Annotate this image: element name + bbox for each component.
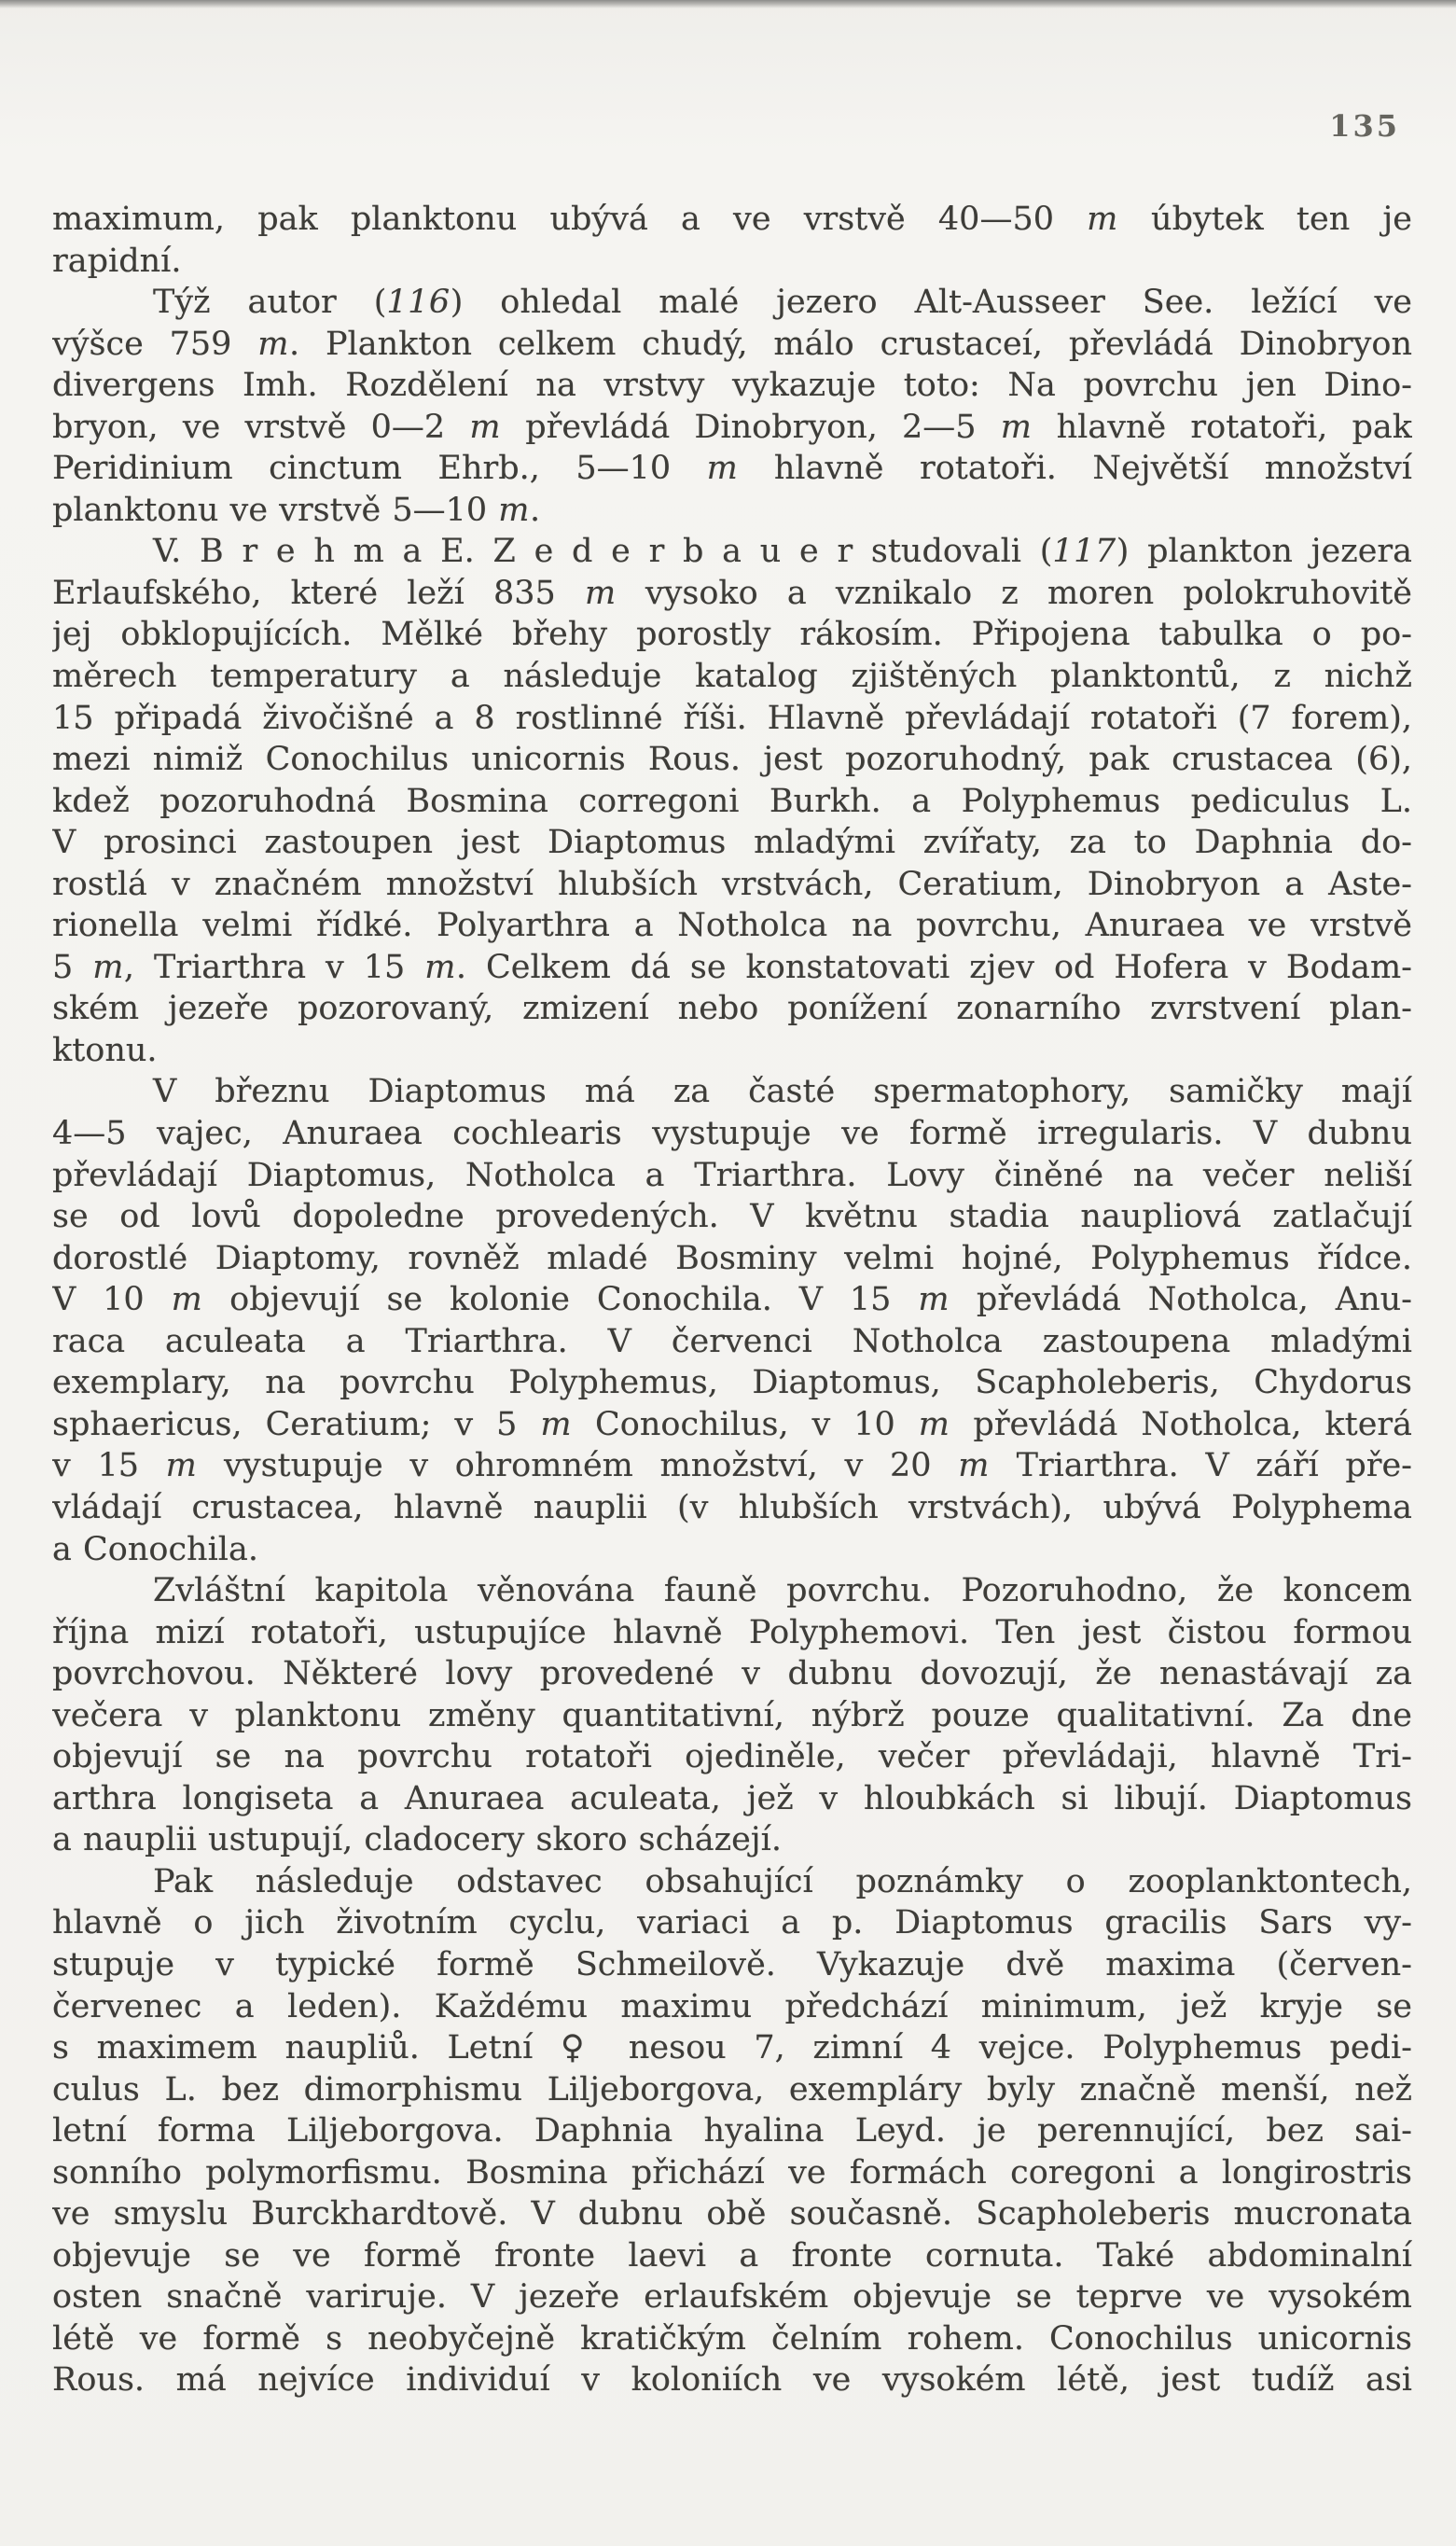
- text-line: rostlá v značném množství hlubších vrstvách, Ceratium, Dinobryon a Aste-: [52, 865, 1412, 903]
- paragraph: [52, 1570, 1412, 1861]
- text-line: exemplary, na povrchu Polyphemus, Diaptomus, Scapholeberis, Chydorus: [52, 1364, 1412, 1402]
- text-line: Týž autor (116) ohledal malé jezero Alt-Ausseer See. ležící ve: [153, 284, 1412, 322]
- page-number: 135: [1329, 108, 1400, 144]
- text-line: a Conochila.: [52, 1530, 258, 1568]
- text-line: dorostlé Diaptomy, rovněž mladé Bosminy velmi hojné, Polyphemus řídce.: [52, 1239, 1412, 1277]
- text-block: [52, 199, 1412, 2401]
- text-line: červenec a leden). Každému maximu předchází minimum, jež kryje se: [52, 1987, 1412, 2025]
- paragraph: [52, 199, 1412, 282]
- scan-top-edge-shadow: [0, 0, 1456, 8]
- text-line: a nauplii ustupují, cladocery skoro scházejí.: [52, 1821, 782, 1859]
- text-line: měrech temperatury a následuje katalog zjištěných planktontů, z nichž: [52, 658, 1412, 696]
- text-line: Zvláštní kapitola věnována fauně povrchu. Pozoruhodno, že koncem: [153, 1572, 1412, 1610]
- text-line: V 10 m objevují se kolonie Conochila. V 15 m převládá Notholca, Anu-: [52, 1281, 1412, 1319]
- text-line: rionella velmi řídké. Polyarthra a Notholca na povrchu, Anuraea ve vrstvě: [52, 907, 1412, 945]
- text-line: raca aculeata a Triarthra. V červenci Notholca zastoupena mladými: [52, 1322, 1412, 1360]
- text-line: mezi nimiž Conochilus unicornis Rous. jest pozoruhodný, pak crustacea (6),: [52, 741, 1412, 779]
- text-line: planktonu ve vrstvě 5—10 m.: [52, 491, 541, 529]
- paragraph: [52, 1071, 1412, 1570]
- text-line: sphaericus, Ceratium; v 5 m Conochilus, v 10 m převládá Notholca, která: [52, 1405, 1412, 1443]
- text-line: maximum, pak planktonu ubývá a ve vrstvě 40—50 m úbytek ten je: [52, 201, 1412, 238]
- text-line: letní forma Liljeborgova. Daphnia hyalina Leyd. je perennující, bez sai-: [52, 2112, 1412, 2150]
- text-line: ve smyslu Burckhardtově. V dubnu obě současně. Scapholeberis mucronata: [52, 2195, 1412, 2233]
- text-line: výšce 759 m. Plankton celkem chudý, málo crustaceí, převládá Dinobryon: [52, 325, 1412, 363]
- text-line: objevují se na povrchu rotatoři ojediněle, večer převládaji, hlavně Tri-: [52, 1738, 1412, 1776]
- text-line: vládají crustacea, hlavně nauplii (v hlubších vrstvách), ubývá Polyphema: [52, 1488, 1412, 1526]
- text-line: V prosinci zastoupen jest Diaptomus mladými zvířaty, za to Daphnia do-: [52, 824, 1412, 862]
- text-line: 5 m, Triarthra v 15 m. Celkem dá se konstatovati zjev od Hofera v Bodam-: [52, 948, 1412, 986]
- text-line: culus L. bez dimorphismu Liljeborgova, exempláry byly značně menší, než: [52, 2070, 1412, 2108]
- text-line: se od lovů dopoledne provedených. V květnu stadia naupliová zatlačují: [52, 1198, 1412, 1236]
- paragraph: [52, 531, 1412, 1071]
- text-line: arthra longiseta a Anuraea aculeata, jež v hloubkách si libují. Diaptomus: [52, 1779, 1412, 1817]
- text-line: jej obklopujících. Mělké břehy porostly rákosím. Připojena tabulka o po-: [52, 616, 1412, 654]
- text-line: hlavně o jich životním cyclu, variaci a p. Diaptomus gracilis Sars vy-: [52, 1904, 1412, 1942]
- text-line: ském jezeře pozorovaný, zmizení nebo ponížení zonarního zvrstvení plan-: [52, 990, 1412, 1028]
- text-line: V březnu Diaptomus má za časté spermatophory, samičky mají: [153, 1073, 1412, 1111]
- paragraph: [52, 1861, 1412, 2401]
- text-line: rapidní.: [52, 242, 182, 280]
- text-line: 4—5 vajec, Anuraea cochlearis vystupuje ve formě irregularis. V dubnu: [52, 1115, 1412, 1153]
- text-line: kdež pozoruhodná Bosmina corregoni Burkh. a Polyphemus pediculus L.: [52, 782, 1412, 820]
- text-line: osten snačně variruje. V jezeře erlaufském objevuje se teprve ve vysokém: [52, 2278, 1412, 2316]
- text-line: létě ve formě s neobyčejně kratičkým čelním rohem. Conochilus unicornis: [52, 2319, 1412, 2358]
- text-line: bryon, ve vrstvě 0—2 m převládá Dinobryon, 2—5 m hlavně rotatoři, pak: [52, 408, 1412, 446]
- text-line: převládají Diaptomus, Notholca a Triarthra. Lovy činěné na večer neliší: [52, 1156, 1412, 1194]
- text-line: Pak následuje odstavec obsahující poznámky o zooplanktontech,: [153, 1862, 1412, 1900]
- text-line: října mizí rotatoři, ustupujíce hlavně Polyphemovi. Ten jest čistou formou: [52, 1613, 1412, 1651]
- text-line: v 15 m vystupuje v ohromném množství, v 20 m Triarthra. V září pře-: [52, 1447, 1412, 1485]
- text-line: objevuje se ve formě fronte laevi a fronte cornuta. Také abdominalní: [52, 2236, 1412, 2275]
- text-line: sonního polymorfismu. Bosmina přichází ve formách coregoni a longirostris: [52, 2153, 1412, 2191]
- text-line: Peridinium cinctum Ehrb., 5—10 m hlavně rotatoři. Největší množství: [52, 450, 1412, 488]
- text-line: 15 připadá živočišné a 8 rostlinné říši. Hlavně převládají rotatoři (7 forem),: [52, 699, 1412, 737]
- paragraph: [52, 282, 1412, 531]
- text-line: divergens Imh. Rozdělení na vrstvy vykazuje toto: Na povrchu jen Dino-: [52, 367, 1412, 405]
- text-line: večera v planktonu změny quantitativní, nýbrž pouze qualitativní. Za dne: [52, 1696, 1412, 1734]
- text-line: Erlaufského, které leží 835 m vysoko a vznikalo z moren polokruhovitě: [52, 574, 1412, 612]
- text-line: Rous. má nejvíce individuí v koloniích ve vysokém létě, jest tudíž asi: [52, 2361, 1412, 2400]
- text-line: ktonu.: [52, 1031, 158, 1069]
- text-line: V. B r e h m a E. Z e d e r b a u e r studovali (117) plankton jezera: [153, 533, 1412, 571]
- text-line: stupuje v typické formě Schmeilově. Vykazuje dvě maxima (červen-: [52, 1945, 1412, 1983]
- text-line: s maximem naupliů. Letní ♀ nesou 7, zimní 4 vejce. Polyphemus pedi-: [52, 2029, 1412, 2067]
- text-line: povrchovou. Některé lovy provedené v dubnu dovozují, že nenastávají za: [52, 1655, 1412, 1693]
